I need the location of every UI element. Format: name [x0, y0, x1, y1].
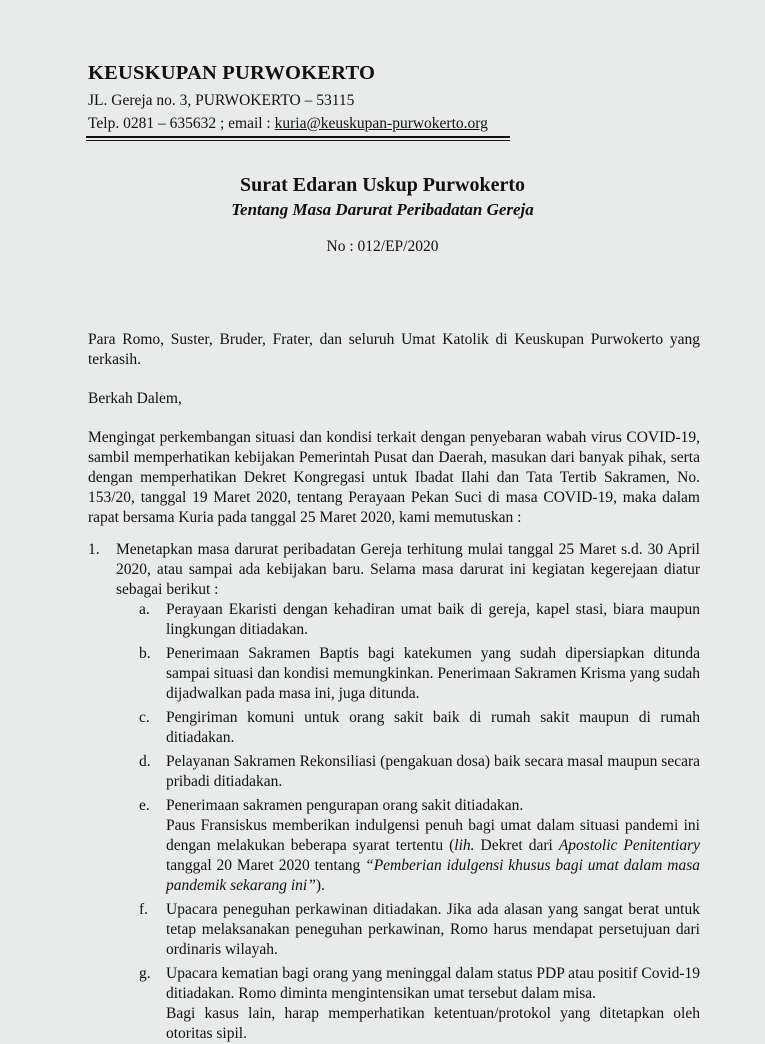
decision-list	[88, 540, 700, 1044]
note-quote: “Pemberian idulgensi khusus bagi umat dalam masa pandemik sekarang ini”	[166, 857, 700, 894]
sub-item-letter: g.	[139, 965, 151, 982]
addressee-paragraph: Para Romo, Suster, Bruder, Frater, dan seluruh Umat Katolik di Keuskupan Purwokerto yang terkasih.	[88, 331, 700, 368]
letter-number: No : 012/EP/2020	[326, 238, 439, 255]
sub-item-letter: c.	[139, 709, 150, 726]
sub-item-letter: b.	[139, 645, 151, 662]
sub-item-text: Pelayanan Sakramen Rekonsiliasi (pengakuan dosa) baik secara masal maupun secara pribadi ditiadakan.	[166, 753, 700, 790]
sub-item-g	[139, 964, 700, 1044]
sub-item-text: Perayaan Ekaristi dengan kehadiran umat baik di gereja, kapel stasi, biara maupun lingkungan ditiadakan.	[166, 601, 700, 638]
sub-item-letter: f.	[139, 901, 149, 918]
note-part: ).	[315, 877, 325, 894]
sub-item-d	[139, 752, 700, 792]
sub-item-text: Penerimaan Sakramen Baptis bagi katekumen yang sudah dipersiapkan ditunda sampai situasi dan kondisi memungkinkan. Penerimaan Sakramen Krisma yang sudah dijadwalkan pada masa ini, juga ditunda.	[166, 645, 700, 702]
sub-item-b	[139, 644, 700, 704]
organization-name: KEUSKUPAN PURWOKERTO	[88, 62, 376, 84]
note-lih: lih.	[454, 837, 475, 854]
list-item-text: Menetapkan masa darurat peribadatan Gereja terhitung mulai tanggal 25 Maret s.d. 30 April 2020, atau sampai ada kebijakan baru. Selama masa darurat ini kegiatan kegerejaan diatur sebagai berikut :	[116, 541, 700, 598]
note-part: Paus Fransiskus memberikan indulgensi penuh bagi umat dalam situasi pandemi ini dengan melakukan beberapa syarat tertentu (	[166, 817, 700, 854]
organization-contact	[88, 115, 488, 133]
sub-item-text: Upacara peneguhan perkawinan ditiadakan. Jika ada alasan yang sangat berat untuk tetap melaksanakan peneguhan perkawinan, Romo harus mendapat persetujuan dari ordinaris wilayah.	[166, 901, 700, 958]
intro-paragraph: Mengingat perkembangan situasi dan kondisi terkait dengan penyebaran wabah virus COVID-19, sambil memperhatikan kebijakan Pemerintah Pusat dan Daerah, masukan dari banyak pihak, serta dengan memperhatikan Dekret Kongregasi untuk Ibadat Ilahi dan Tata Tertib Sakramen, No. 153/20, tanggal 19 Maret 2020, tentang Perayaan Pekan Suci di masa COVID-19, maka dalam rapat bersama Kuria pada tanggal 25 Maret 2020, kami memutuskan :	[88, 429, 700, 526]
indulgence-note	[166, 816, 700, 896]
sub-item-letter: e.	[139, 797, 150, 814]
sub-item-e	[139, 796, 701, 896]
letter-title: Surat Edaran Uskup Purwokerto	[239, 174, 526, 196]
letter-subtitle: Tentang Masa Darurat Peribadatan Gereja	[231, 200, 534, 219]
sub-item-a	[139, 600, 700, 640]
sub-item-extra: Bagi kasus lain, harap memperhatikan ketentuan/protokol yang ditetapkan oleh otoritas sipil.	[166, 1005, 700, 1042]
note-part: Dekret dari	[474, 837, 559, 854]
note-apostolic: Apostolic Penitentiary	[558, 837, 701, 854]
sub-item-text: Penerimaan sakramen pengurapan orang sakit ditiadakan.	[166, 797, 524, 814]
sub-item-text: Upacara kematian bagi orang yang meninggal dalam status PDP atau positif Covid-19 ditiadakan. Romo diminta mengintensikan umat tersebut dalam misa.	[166, 965, 700, 1002]
organization-address: JL. Gereja no. 3, PURWOKERTO – 53115	[88, 92, 355, 109]
email-link[interactable]: kuria@keuskupan-purwokerto.org	[274, 115, 488, 132]
sub-item-f	[139, 900, 700, 960]
header-rule-thick	[86, 136, 510, 138]
header-rule-thin	[86, 140, 510, 141]
greeting: Berkah Dalem,	[88, 390, 182, 407]
phone-label: Telp. 0281 – 635632 ; email :	[88, 115, 275, 132]
sub-item-letter: a.	[139, 601, 150, 618]
note-part: tanggal 20 Maret 2020 tentang	[166, 857, 366, 874]
sub-item-letter: d.	[139, 753, 151, 770]
sub-item-c	[139, 708, 700, 748]
list-item-number: 1.	[88, 541, 100, 558]
sub-item-text: Pengiriman komuni untuk orang sakit baik di rumah sakit maupun di rumah ditiadakan.	[166, 709, 700, 746]
